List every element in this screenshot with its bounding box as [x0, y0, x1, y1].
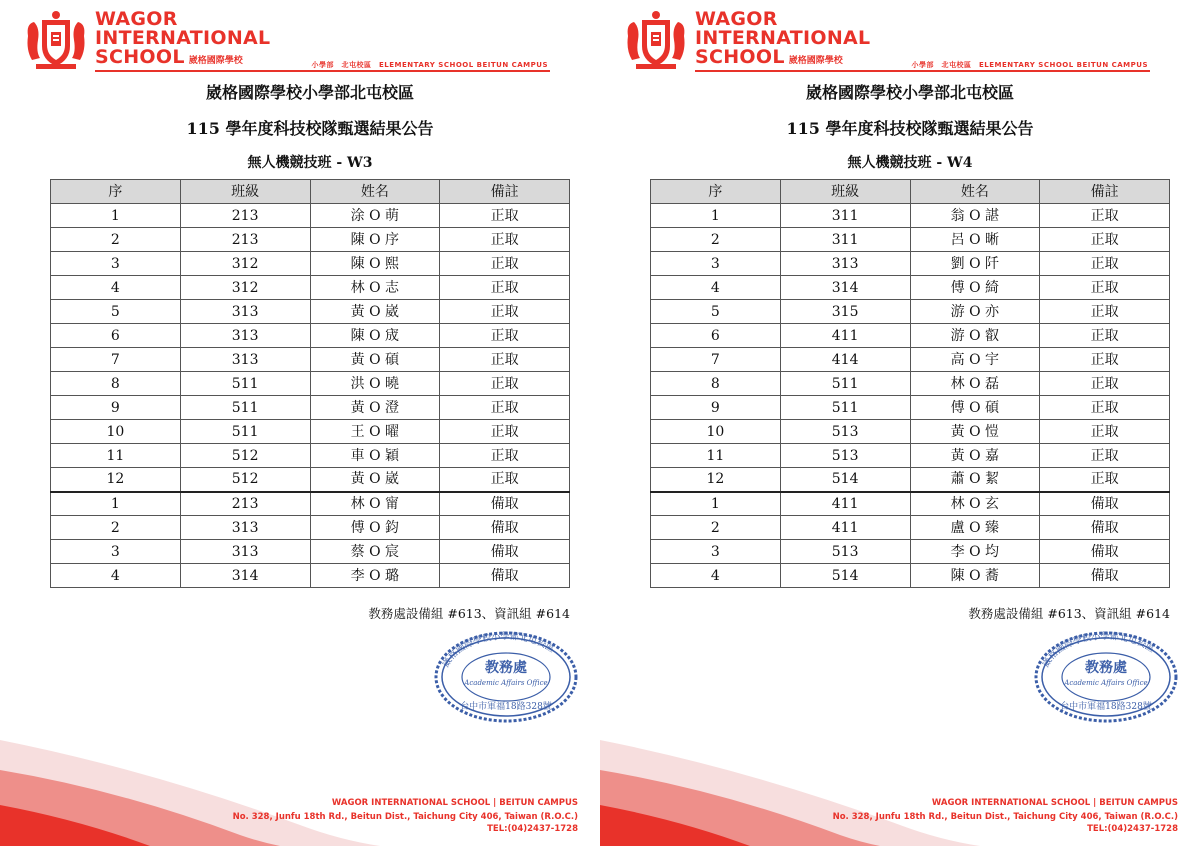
seq-cell: 2 [651, 228, 781, 252]
brand-line-2: INTERNATIONAL [95, 27, 271, 49]
class-cell: 313 [180, 540, 310, 564]
name-cell: 高 O 宇 [910, 348, 1040, 372]
seq-cell: 6 [51, 324, 181, 348]
table-row [651, 564, 1170, 588]
name-cell: 車 O 穎 [310, 444, 440, 468]
name-cell: 陳 O 熙 [310, 252, 440, 276]
status-cell: 正取 [440, 420, 570, 444]
table-row [651, 228, 1170, 252]
status-cell: 正取 [1040, 228, 1170, 252]
announcement-title: 115 學年度科技校隊甄選結果公告 [186, 119, 434, 138]
class-cell: 511 [180, 396, 310, 420]
status-cell: 備取 [1040, 564, 1170, 588]
seq-cell: 8 [51, 372, 181, 396]
school-crest-logo [622, 6, 690, 74]
results-table [650, 179, 1170, 588]
name-cell: 黃 O 澄 [310, 396, 440, 420]
table-row [651, 420, 1170, 444]
class-cell: 213 [180, 228, 310, 252]
table-row [651, 204, 1170, 228]
name-cell: 李 O 璐 [310, 564, 440, 588]
table-row [51, 252, 570, 276]
contact-extension-note: 教務處設備組 #613、資訊組 #614 [968, 606, 1170, 621]
seq-cell: 1 [51, 492, 181, 516]
stamp-office-english: Academic Affairs Office [464, 679, 548, 687]
class-title: 無人機競技班 - W3 [247, 155, 373, 171]
brand-line-2: INTERNATIONAL [695, 27, 871, 49]
seq-cell: 2 [651, 516, 781, 540]
name-cell: 游 O 叡 [910, 324, 1040, 348]
school-crest-logo [22, 6, 90, 74]
table-row [651, 516, 1170, 540]
footer-address: No. 328, Junfu 18th Rd., Beitun Dist., Taichung City 406, Taiwan (R.O.C.) [832, 812, 1178, 822]
table-row [651, 396, 1170, 420]
table-row [51, 444, 570, 468]
seq-cell: 7 [51, 348, 181, 372]
status-cell: 正取 [440, 348, 570, 372]
class-cell: 512 [180, 468, 310, 492]
status-cell: 正取 [440, 444, 570, 468]
seq-cell: 3 [651, 252, 781, 276]
contact-extension-note: 教務處設備組 #613、資訊組 #614 [368, 606, 570, 621]
class-cell: 411 [780, 324, 910, 348]
seq-cell: 3 [651, 540, 781, 564]
status-cell: 備取 [440, 516, 570, 540]
class-cell: 414 [780, 348, 910, 372]
table-row [651, 540, 1170, 564]
name-cell: 洪 O 曉 [310, 372, 440, 396]
name-cell: 陳 O 宬 [310, 324, 440, 348]
table-row [651, 276, 1170, 300]
brand-line-1: WAGOR [95, 8, 178, 30]
name-cell: 傅 O 碩 [910, 396, 1040, 420]
seq-cell: 9 [651, 396, 781, 420]
status-cell: 正取 [1040, 348, 1170, 372]
footer-telephone: TEL:(04)2437-1728 [1087, 824, 1178, 834]
stamp-office-title: 教務處 [485, 660, 527, 676]
class-cell: 213 [180, 492, 310, 516]
table-row [51, 468, 570, 492]
name-cell: 林 O 志 [310, 276, 440, 300]
header-divider [95, 70, 550, 72]
seq-cell: 9 [51, 396, 181, 420]
status-cell: 正取 [440, 396, 570, 420]
academic-affairs-stamp-icon [432, 630, 580, 725]
seq-cell: 4 [51, 276, 181, 300]
name-cell: 劉 O 阡 [910, 252, 1040, 276]
name-cell: 呂 O 晰 [910, 228, 1040, 252]
seq-cell: 1 [51, 204, 181, 228]
column-header: 姓名 [910, 180, 1040, 204]
table-row [651, 324, 1170, 348]
campus-tagline: 小學部 北屯校區 ELEMENTARY SCHOOL BEITUN CAMPUS [911, 61, 1148, 69]
announcement-title: 115 學年度科技校隊甄選結果公告 [786, 119, 1034, 138]
seq-cell: 3 [51, 252, 181, 276]
table-row [51, 300, 570, 324]
class-cell: 514 [780, 468, 910, 492]
seq-cell: 1 [651, 492, 781, 516]
status-cell: 備取 [440, 492, 570, 516]
status-cell: 正取 [1040, 204, 1170, 228]
status-cell: 備取 [1040, 492, 1170, 516]
column-header: 姓名 [310, 180, 440, 204]
brand-wordmark [695, 10, 870, 71]
column-header: 班級 [180, 180, 310, 204]
table-row [651, 348, 1170, 372]
table-row [651, 252, 1170, 276]
class-cell: 511 [780, 372, 910, 396]
class-cell: 511 [180, 372, 310, 396]
table-row [51, 372, 570, 396]
table-row [651, 300, 1170, 324]
name-cell: 盧 O 臻 [910, 516, 1040, 540]
column-header: 班級 [780, 180, 910, 204]
status-cell: 正取 [1040, 372, 1170, 396]
seq-cell: 10 [51, 420, 181, 444]
table-row [651, 444, 1170, 468]
seq-cell: 10 [651, 420, 781, 444]
name-cell: 王 O 曜 [310, 420, 440, 444]
class-cell: 513 [780, 444, 910, 468]
class-cell: 313 [180, 324, 310, 348]
status-cell: 正取 [1040, 420, 1170, 444]
class-cell: 511 [180, 420, 310, 444]
status-cell: 正取 [440, 324, 570, 348]
status-cell: 正取 [1040, 300, 1170, 324]
seq-cell: 8 [651, 372, 781, 396]
class-cell: 314 [780, 276, 910, 300]
academic-affairs-stamp-icon [1032, 630, 1180, 725]
seq-cell: 11 [51, 444, 181, 468]
table-row [51, 516, 570, 540]
name-cell: 陳 O 蕎 [910, 564, 1040, 588]
table-row [51, 492, 570, 516]
column-header: 序 [51, 180, 181, 204]
table-row [51, 540, 570, 564]
name-cell: 游 O 亦 [910, 300, 1040, 324]
seq-cell: 1 [651, 204, 781, 228]
name-cell: 傅 O 綺 [910, 276, 1040, 300]
seq-cell: 4 [651, 276, 781, 300]
class-cell: 313 [180, 516, 310, 540]
brand-chinese-name: 崴格國際學校 [788, 56, 843, 66]
status-cell: 正取 [440, 276, 570, 300]
seq-cell: 2 [51, 516, 181, 540]
column-header: 序 [651, 180, 781, 204]
class-cell: 411 [780, 516, 910, 540]
class-cell: 313 [180, 300, 310, 324]
status-cell: 備取 [440, 540, 570, 564]
name-cell: 黃 O 崴 [310, 300, 440, 324]
name-cell: 林 O 玄 [910, 492, 1040, 516]
class-cell: 315 [780, 300, 910, 324]
status-cell: 正取 [1040, 468, 1170, 492]
seq-cell: 6 [651, 324, 781, 348]
table-row [51, 324, 570, 348]
name-cell: 林 O 磊 [910, 372, 1040, 396]
status-cell: 正取 [1040, 324, 1170, 348]
school-title: 崴格國際學校小學部北屯校區 [205, 83, 414, 102]
class-cell: 511 [780, 396, 910, 420]
class-cell: 311 [780, 204, 910, 228]
status-cell: 正取 [440, 252, 570, 276]
status-cell: 備取 [1040, 540, 1170, 564]
status-cell: 正取 [440, 204, 570, 228]
name-cell: 蕭 O 絜 [910, 468, 1040, 492]
header-divider [695, 70, 1150, 72]
table-row [51, 396, 570, 420]
status-cell: 正取 [1040, 252, 1170, 276]
table-row [51, 348, 570, 372]
stamp-address: 台中市軍福18路328號 [1060, 702, 1152, 712]
status-cell: 正取 [1040, 276, 1170, 300]
name-cell: 翁 O 諶 [910, 204, 1040, 228]
seq-cell: 11 [651, 444, 781, 468]
footer-school-name: WAGOR INTERNATIONAL SCHOOL | BEITUN CAMPUS [931, 798, 1178, 808]
name-cell: 李 O 均 [910, 540, 1040, 564]
class-cell: 312 [180, 252, 310, 276]
status-cell: 正取 [1040, 444, 1170, 468]
status-cell: 正取 [440, 468, 570, 492]
table-row [51, 420, 570, 444]
table-row [651, 372, 1170, 396]
table-body [651, 204, 1170, 588]
table-header-row [651, 180, 1170, 204]
class-cell: 513 [780, 420, 910, 444]
table-row [51, 564, 570, 588]
seq-cell: 4 [651, 564, 781, 588]
table-row [51, 228, 570, 252]
table-body [51, 204, 570, 588]
footer-address: No. 328, Junfu 18th Rd., Beitun Dist., Taichung City 406, Taiwan (R.O.C.) [232, 812, 578, 822]
status-cell: 備取 [1040, 516, 1170, 540]
seq-cell: 2 [51, 228, 181, 252]
status-cell: 正取 [440, 300, 570, 324]
class-cell: 411 [780, 492, 910, 516]
class-cell: 514 [780, 564, 910, 588]
stamp-ring-text: 崴格國際學校小學部北屯校區 [441, 631, 556, 670]
name-cell: 黃 O 碩 [310, 348, 440, 372]
name-cell: 陳 O 序 [310, 228, 440, 252]
class-cell: 313 [180, 348, 310, 372]
table-row [51, 276, 570, 300]
status-cell: 正取 [440, 372, 570, 396]
seq-cell: 7 [651, 348, 781, 372]
seq-cell: 12 [651, 468, 781, 492]
status-cell: 正取 [440, 228, 570, 252]
table-row [51, 204, 570, 228]
column-header: 備註 [1040, 180, 1170, 204]
class-cell: 312 [180, 276, 310, 300]
status-cell: 備取 [440, 564, 570, 588]
table-header-row [51, 180, 570, 204]
footer-school-name: WAGOR INTERNATIONAL SCHOOL | BEITUN CAMPUS [331, 798, 578, 808]
column-header: 備註 [440, 180, 570, 204]
stamp-ring-text: 崴格國際學校小學部北屯校區 [1041, 631, 1156, 670]
class-cell: 313 [780, 252, 910, 276]
brand-wordmark [95, 10, 270, 71]
stamp-office-title: 教務處 [1085, 660, 1127, 676]
class-cell: 314 [180, 564, 310, 588]
campus-tagline: 小學部 北屯校區 ELEMENTARY SCHOOL BEITUN CAMPUS [311, 61, 548, 69]
class-cell: 311 [780, 228, 910, 252]
name-cell: 涂 O 萌 [310, 204, 440, 228]
brand-line-3: SCHOOL [95, 46, 185, 68]
name-cell: 傅 O 鈞 [310, 516, 440, 540]
seq-cell: 5 [651, 300, 781, 324]
name-cell: 蔡 O 宸 [310, 540, 440, 564]
table-row [651, 492, 1170, 516]
stamp-office-english: Academic Affairs Office [1064, 679, 1148, 687]
class-cell: 213 [180, 204, 310, 228]
school-title: 崴格國際學校小學部北屯校區 [805, 83, 1014, 102]
brand-chinese-name: 崴格國際學校 [188, 56, 243, 66]
seq-cell: 5 [51, 300, 181, 324]
class-cell: 512 [180, 444, 310, 468]
name-cell: 黃 O 愷 [910, 420, 1040, 444]
seq-cell: 12 [51, 468, 181, 492]
status-cell: 正取 [1040, 396, 1170, 420]
brand-line-3: SCHOOL [695, 46, 785, 68]
brand-line-1: WAGOR [695, 8, 778, 30]
seq-cell: 3 [51, 540, 181, 564]
class-cell: 513 [780, 540, 910, 564]
seq-cell: 4 [51, 564, 181, 588]
stamp-address: 台中市軍福18路328號 [460, 702, 552, 712]
table-row [651, 468, 1170, 492]
name-cell: 黃 O 嘉 [910, 444, 1040, 468]
results-table [50, 179, 570, 588]
name-cell: 黃 O 崴 [310, 468, 440, 492]
announcement-page-w4 [600, 0, 1200, 846]
class-title: 無人機競技班 - W4 [847, 155, 973, 171]
name-cell: 林 O 甯 [310, 492, 440, 516]
footer-telephone: TEL:(04)2437-1728 [487, 824, 578, 834]
